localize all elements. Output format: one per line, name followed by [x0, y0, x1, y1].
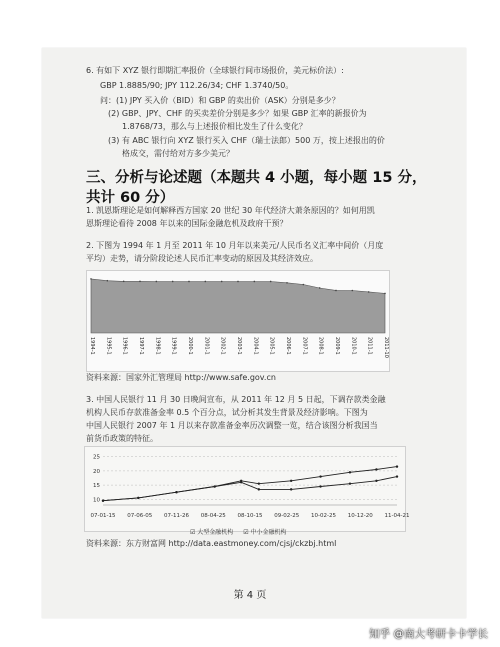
exchange-rate-x-label: 2010-1 [350, 337, 357, 355]
exchange-rate-point [90, 278, 92, 280]
exchange-rate-area [91, 279, 385, 333]
q3-line1: 3. 中国人民银行 11 月 30 日晚间宣布，从 2011 年 12 月 5 日起，下调存款类金融 [86, 395, 386, 404]
q6-line1: 6. 有如下 XYZ 银行即期汇率报价（全球银行间市场报价，美元标价法）: [86, 66, 344, 75]
exchange-rate-point [303, 284, 305, 286]
x-tick-label: 07-06-05 [127, 513, 153, 519]
y-tick-label: 10 [93, 497, 100, 504]
exchange-rate-x-label: 2007-1 [301, 337, 308, 355]
q2-line2: 平均）走势，请分阶段论述人民币汇率变动的原因及其经济效应。 [86, 254, 318, 263]
reserve-ratio-point [214, 485, 216, 487]
reserve-ratio-point [319, 485, 321, 487]
reserve-ratio-point [137, 497, 139, 499]
q6-line6: (3) 有 ABC 银行向 XYZ 银行买入 CHF（瑞士法郎）500 万，按上述报出的价 [108, 136, 385, 145]
exchange-rate-x-label: 2009-1 [334, 337, 340, 355]
exchange-rate-point [335, 290, 337, 292]
exchange-rate-point [368, 291, 370, 293]
exchange-rate-point [107, 280, 109, 282]
reserve-ratio-legend [190, 527, 295, 536]
y-tick-label: 25 [93, 454, 100, 461]
reserve-ratio-point [240, 481, 242, 483]
legend-large-institutions: ☑ 大型金融机构 [190, 529, 234, 536]
exchange-rate-x-label: 1995-1 [105, 337, 112, 355]
legend-small-institutions: ☑ 中小金融机构 [243, 529, 287, 536]
reserve-ratio-point [396, 465, 398, 467]
exchange-rate-point [139, 281, 141, 283]
exchange-rate-point [384, 293, 386, 295]
exchange-rate-point [270, 281, 272, 283]
section-title-1: 三、分析与论述题（本题共 4 小题，每小题 15 分， [86, 170, 427, 186]
exchange-rate-x-label: 2004-1 [252, 337, 259, 355]
exchange-rate-x-label: 2011-10 [383, 337, 389, 358]
q6-line3: 问：(1) JPY 买入价（BID）和 GBP 的卖出价（ASK）分别是多少？ [100, 96, 340, 105]
exchange-rate-point [237, 281, 239, 283]
x-tick-label: 09-02-25 [274, 513, 300, 519]
exchange-rate-point [156, 281, 158, 283]
y-tick-label: 15 [93, 483, 100, 490]
exchange-rate-point [254, 281, 256, 283]
q6-line4: (2) GBP、JPY、CHF 的买卖差价分别是多少？如果 GBP 汇率的新报价为 [108, 109, 367, 118]
q2-source: 资料来源：国家外汇管理局 http://www.safe.gov.cn [86, 373, 276, 382]
exchange-rate-chart [86, 270, 390, 372]
reserve-ratio-series-line [103, 477, 397, 501]
exchange-rate-chart-svg [87, 271, 389, 371]
watermark: 知乎 @南大考研卡卡学长 [369, 628, 488, 640]
x-tick-label: 08-04-25 [200, 513, 226, 519]
exchange-rate-point [188, 281, 190, 283]
exchange-rate-point [123, 281, 125, 283]
exchange-rate-x-label: 1998-1 [154, 337, 161, 355]
q2-line1: 2. 下图为 1994 年 1 月至 2011 年 10 月年以来美元/人民币名义汇率中间价（月度 [86, 241, 384, 250]
q1-line1: 1. 凯恩斯理论是如何解释西方国家 20 世纪 30 年代经济大萧条原因的？如何用凯 [86, 206, 375, 215]
q3-line4: 前货币政策的特征。 [86, 434, 158, 443]
exchange-rate-point [221, 281, 223, 283]
x-tick-label: 11-04-21 [384, 513, 410, 519]
exchange-rate-x-label: 1994-1 [89, 337, 95, 355]
q6-line2: GBP 1.8885/90; JPY 112.26/34; CHF 1.3740/50。 [100, 81, 294, 90]
x-tick-label: 07-01-15 [90, 513, 116, 519]
exchange-rate-x-label: 2002-1 [219, 337, 226, 355]
q3-source: 资料来源：东方财富网 http://data.eastmoney.com/cjsj/ckzbj.html [86, 539, 337, 548]
exchange-rate-x-label: 2006-1 [285, 337, 291, 355]
exchange-rate-point [205, 281, 207, 283]
reserve-ratio-point [258, 488, 260, 490]
exchange-rate-x-label: 2005-1 [268, 337, 275, 355]
exchange-rate-x-label: 1996-1 [121, 337, 128, 355]
exchange-rate-x-label: 2000-1 [187, 337, 193, 355]
q3-line2: 机构人民币存款准备金率 0.5 个百分点，试分析其发生背景及经济影响。下图为 [86, 408, 368, 417]
q6-line7: 格成交，需付给对方多少美元？ [122, 149, 234, 158]
reserve-ratio-point [290, 480, 292, 482]
q1-line2: 恩斯理论看待 2008 年以来的国际金融危机及政府干预？ [86, 219, 288, 228]
x-tick-label: 08-10-15 [237, 513, 263, 519]
reserve-ratio-point [396, 475, 398, 477]
reserve-ratio-point [349, 482, 351, 484]
reserve-ratio-point [375, 468, 377, 470]
reserve-ratio-point [102, 500, 104, 502]
exchange-rate-point [319, 287, 321, 289]
q6-line5: 1.8768/73，那么与上述报价相比发生了什么变化？ [122, 122, 307, 131]
x-tick-label: 10-12-20 [347, 513, 373, 519]
exchange-rate-x-label: 2008-1 [317, 337, 324, 355]
reserve-ratio-chart [84, 446, 410, 532]
q3-line3: 中国人民银行 2007 年 1 月以来存款准备金率历次调整一览，结合该图分析我国当 [86, 421, 378, 430]
x-tick-label: 10-02-25 [311, 513, 336, 519]
reserve-ratio-point [258, 482, 260, 484]
exchange-rate-point [352, 290, 354, 292]
section-title-2: 共计 60 分） [86, 190, 175, 206]
reserve-ratio-chart-svg [85, 447, 410, 531]
x-tick-label: 07-11-26 [164, 513, 189, 519]
exchange-rate-x-label: 1997-1 [138, 337, 144, 355]
exchange-rate-x-label: 1999-1 [170, 337, 177, 355]
reserve-ratio-point [290, 488, 292, 490]
reserve-ratio-point [375, 480, 377, 482]
exchange-rate-x-label: 2003-1 [236, 337, 242, 355]
y-tick-label: 20 [93, 468, 100, 475]
page-number: 第 4 页 [233, 590, 267, 601]
reserve-ratio-point [349, 471, 351, 473]
exchange-rate-x-label: 2011-1 [366, 337, 373, 355]
exchange-rate-point [172, 281, 174, 283]
exchange-rate-x-label: 2001-1 [203, 337, 210, 355]
reserve-ratio-point [319, 475, 321, 477]
reserve-ratio-point [175, 491, 177, 493]
exchange-rate-point [286, 282, 288, 284]
